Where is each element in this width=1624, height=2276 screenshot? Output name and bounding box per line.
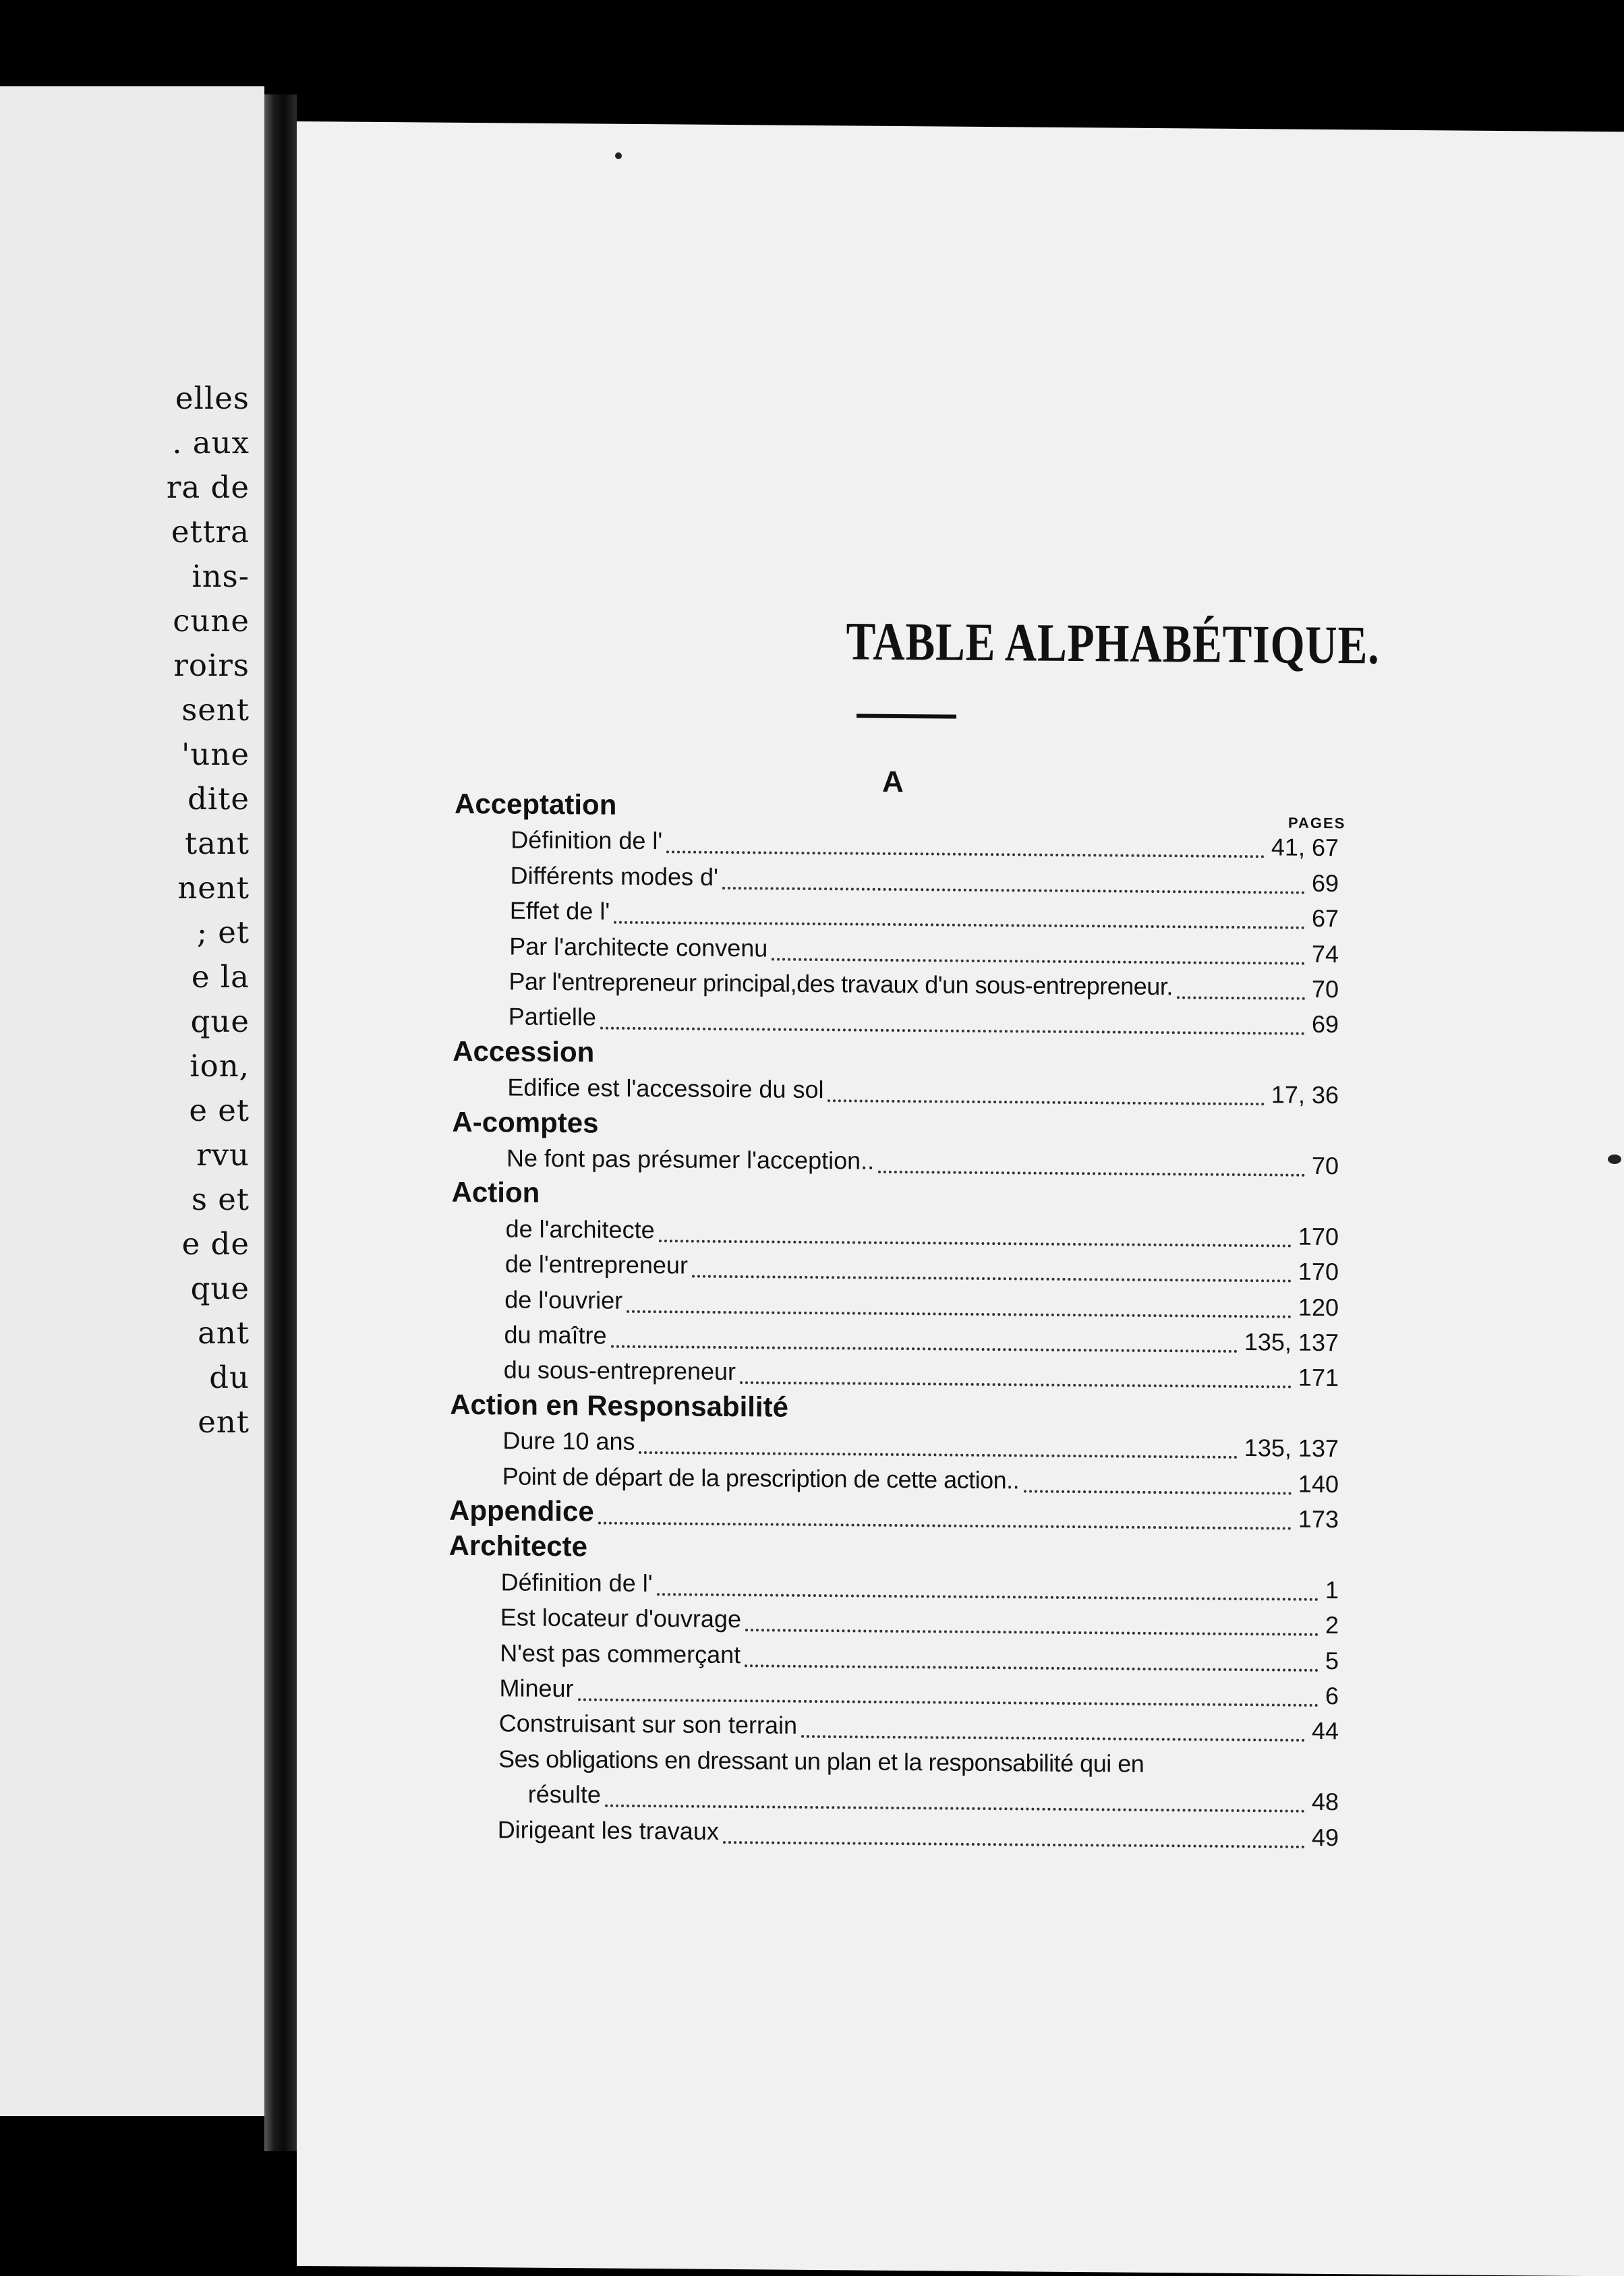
leader-dots xyxy=(614,919,1305,929)
page-reference: 6 xyxy=(1325,1681,1339,1710)
leader-dots xyxy=(605,1803,1305,1813)
left-page-line: e la xyxy=(191,959,250,995)
leader-dots xyxy=(639,1449,1238,1459)
pages-column-label: PAGES xyxy=(1288,814,1346,832)
index-subentry: Différents modes d' xyxy=(510,861,718,891)
scan-speck xyxy=(615,152,622,159)
left-page-line: s et xyxy=(191,1181,250,1217)
page-reference: 140 xyxy=(1298,1469,1339,1498)
index-subentry: résulte xyxy=(527,1780,601,1809)
page-reference: 2 xyxy=(1325,1611,1339,1639)
page-title: TABLE ALPHABÉTIQUE. xyxy=(846,612,1380,676)
index-subentry: du sous-entrepreneur xyxy=(503,1355,736,1386)
page-reference: 173 xyxy=(1298,1505,1339,1534)
index-subentry: N'est pas commerçant xyxy=(500,1638,741,1668)
page-reference: 170 xyxy=(1298,1222,1339,1250)
left-page-line: 'une xyxy=(181,736,250,772)
left-page-line: e et xyxy=(189,1092,250,1128)
index-subentry: Ses obligations en dressant un plan et la responsabilité qui en xyxy=(498,1745,1144,1778)
page-reference: 17, 36 xyxy=(1271,1080,1339,1109)
page-reference: 1 xyxy=(1325,1575,1339,1604)
leader-dots xyxy=(600,1025,1305,1035)
left-page-line: cune xyxy=(173,603,250,639)
left-page-line: que xyxy=(190,1003,250,1039)
index-heading: Action en Responsabilité xyxy=(450,1388,788,1423)
left-page-line: nent xyxy=(177,870,250,906)
left-page-line: tant xyxy=(185,825,250,861)
left-page-line: que xyxy=(190,1271,250,1306)
book-gutter xyxy=(264,94,297,2151)
left-page-line: dite xyxy=(187,781,250,817)
page-reference: 44 xyxy=(1311,1717,1339,1745)
page-reference: 48 xyxy=(1311,1788,1339,1816)
index-entries xyxy=(297,121,1624,2276)
leader-dots xyxy=(828,1097,1265,1105)
leader-dots xyxy=(772,956,1305,964)
index-heading: Architecte xyxy=(448,1529,587,1563)
index-subentry: Par l'architecte convenu xyxy=(509,932,768,962)
left-page-line: sent xyxy=(181,692,250,728)
leader-dots xyxy=(745,1662,1318,1672)
leader-dots xyxy=(578,1696,1318,1707)
left-facing-page xyxy=(0,86,264,2116)
left-page-line: du xyxy=(209,1360,250,1395)
index-subentry: Point de départ de la prescription de cette action.. xyxy=(502,1461,1020,1494)
page-reference: 120 xyxy=(1298,1293,1339,1321)
page-reference: 70 xyxy=(1311,1151,1339,1180)
left-page-line: ion, xyxy=(190,1048,250,1084)
index-subentry: Dure 10 ans xyxy=(502,1426,635,1456)
leader-dots xyxy=(666,849,1265,858)
left-page-line: e de xyxy=(181,1226,250,1262)
left-page-line: ettra xyxy=(171,514,250,550)
left-page-line: ins- xyxy=(192,558,250,594)
page-reference: 74 xyxy=(1311,939,1339,968)
leader-dots xyxy=(659,1237,1292,1247)
leader-dots xyxy=(1024,1488,1292,1494)
index-subentry: de l'entrepreneur xyxy=(504,1250,688,1279)
left-page-line: ; et xyxy=(196,914,250,950)
left-page-line: ra de xyxy=(166,469,250,505)
scan-speck xyxy=(1608,1155,1621,1164)
index-subentry: de l'ouvrier xyxy=(504,1285,623,1314)
left-page-line: . aux xyxy=(172,425,250,461)
index-subentry: Ne font pas présumer l'acception.. xyxy=(506,1144,875,1175)
page-reference: 69 xyxy=(1311,869,1339,897)
index-subentry: Par l'entrepreneur principal,des travaux d'un sous-entrepreneur. xyxy=(509,967,1173,1001)
index-subentry: de l'architecte xyxy=(505,1215,655,1244)
page-reference: 67 xyxy=(1311,904,1339,933)
page-reference: 135, 137 xyxy=(1244,1434,1339,1463)
index-subentry: Dirigeant les travaux xyxy=(497,1815,719,1845)
leader-dots xyxy=(627,1308,1292,1318)
leader-dots xyxy=(801,1733,1305,1742)
index-subentry: Mineur xyxy=(499,1674,574,1703)
index-heading: Appendice xyxy=(449,1494,594,1527)
section-letter: A xyxy=(882,765,904,799)
left-page-line: elles xyxy=(175,380,250,416)
page-reference: 171 xyxy=(1298,1364,1339,1392)
index-heading: Action xyxy=(451,1176,540,1209)
left-page-line: rvu xyxy=(196,1137,250,1173)
index-subentry: Est locateur d'ouvrage xyxy=(500,1603,741,1633)
index-subentry: Définition de l' xyxy=(511,825,663,855)
index-subentry: du maître xyxy=(504,1320,607,1349)
left-page-text xyxy=(167,376,250,1445)
leader-dots xyxy=(692,1273,1292,1283)
index-subentry: Partielle xyxy=(508,1002,596,1031)
left-page-line: ant xyxy=(198,1315,250,1351)
page-reference: 69 xyxy=(1311,1010,1339,1039)
index-heading: Acceptation xyxy=(455,787,617,821)
leader-dots xyxy=(878,1169,1305,1177)
index-subentry: Construisant sur son terrain xyxy=(498,1709,797,1740)
page-reference: 5 xyxy=(1325,1646,1339,1674)
leader-dots xyxy=(722,885,1305,894)
leader-dots xyxy=(745,1627,1318,1636)
index-subentry: Définition de l' xyxy=(500,1568,653,1597)
leader-dots xyxy=(1177,994,1305,999)
index-subentry: Effet de l' xyxy=(509,896,610,925)
leader-dots xyxy=(598,1520,1292,1530)
left-page-line: roirs xyxy=(173,647,250,683)
page-reference: 170 xyxy=(1298,1257,1339,1286)
index-page xyxy=(297,121,1624,2276)
index-heading: Accession xyxy=(453,1034,595,1068)
index-subentry: Edifice est l'accessoire du sol xyxy=(507,1073,824,1104)
page-reference: 70 xyxy=(1311,974,1339,1003)
index-heading: A-comptes xyxy=(452,1105,599,1139)
page-reference: 135, 137 xyxy=(1244,1328,1339,1357)
leader-dots xyxy=(740,1380,1292,1389)
page-reference: 41, 67 xyxy=(1271,833,1339,862)
left-page-line: ent xyxy=(198,1404,250,1440)
leader-dots xyxy=(657,1591,1318,1601)
leader-dots xyxy=(723,1839,1305,1848)
page-reference: 49 xyxy=(1311,1823,1339,1851)
leader-dots xyxy=(611,1343,1238,1353)
